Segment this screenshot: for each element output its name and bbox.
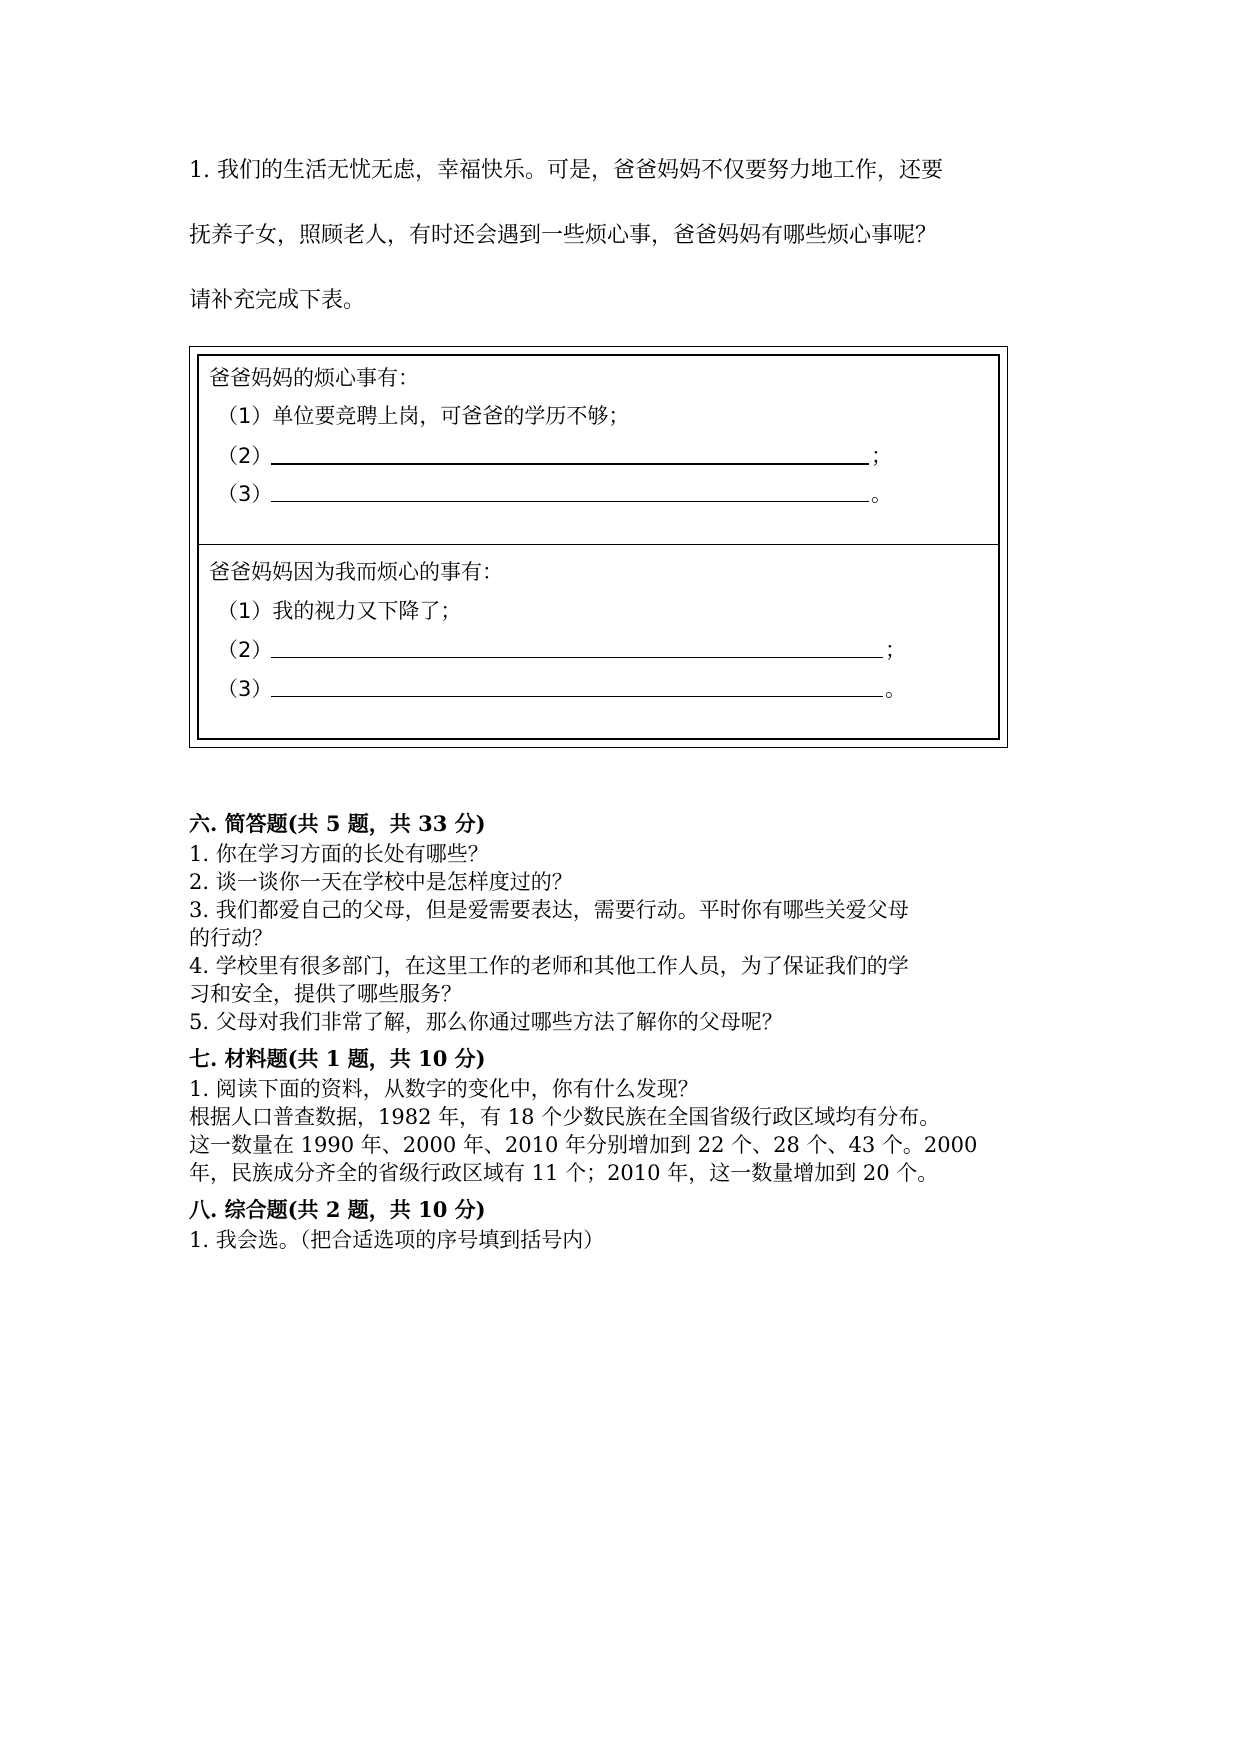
- worries-item-1: （1）单位要竞聘上岗，可爸爸的学历不够；: [217, 404, 630, 428]
- worries-heading: 爸爸妈妈的烦心事有：: [209, 366, 419, 390]
- section-6-q5: 5. 父母对我们非常了解，那么你通过哪些方法了解你的父母呢？: [189, 1010, 783, 1034]
- section-6-q1: 1. 你在学习方面的长处有哪些？: [189, 842, 489, 866]
- worries-item-3-end: 。: [871, 482, 892, 506]
- section-6-title: 六. 简答题(共 5 题，共 33 分): [189, 811, 486, 836]
- worries-about-me-item-2-blank[interactable]: [271, 657, 883, 658]
- section-6-q4-line1: 4. 学校里有很多部门，在这里工作的老师和其他工作人员，为了保证我们的学: [189, 954, 909, 978]
- section-6-q4-line2: 习和安全，提供了哪些服务？: [189, 982, 462, 1006]
- worries-item-2-end: ；: [871, 444, 892, 468]
- worries-item-2-label: （2）: [217, 444, 273, 468]
- worries-item-2-blank[interactable]: [271, 463, 869, 465]
- material-line-1: 根据人口普查数据，1982 年，有 18 个少数民族在全国省级行政区域均有分布。: [189, 1105, 941, 1129]
- worries-about-me-item-1: （1）我的视力又下降了；: [217, 599, 462, 623]
- section-6-q3-line2: 的行动？: [189, 926, 273, 950]
- material-line-3: 年，民族成分齐全的省级行政区域有 11 个；2010 年，这一数量增加到 20 个。: [189, 1161, 939, 1185]
- intro-line-2: 抚养子女，照顾老人，有时还会遇到一些烦心事，爸爸妈妈有哪些烦心事呢？: [189, 223, 938, 248]
- material-line-2: 这一数量在 1990 年、2000 年、2010 年分别增加到 22 个、28 个、43 个。2000: [189, 1133, 978, 1157]
- worries-about-me-item-3-label: （3）: [217, 677, 273, 701]
- section-8-q1: 1. 我会选。（把合适选项的序号填到括号内）: [189, 1228, 605, 1252]
- worries-about-me-item-3-blank[interactable]: [271, 696, 883, 697]
- worries-item-3-blank[interactable]: [271, 501, 869, 502]
- section-7-q1: 1. 阅读下面的资料，从数字的变化中，你有什么发现？: [189, 1077, 699, 1101]
- section-8-title: 八. 综合题(共 2 题，共 10 分): [189, 1197, 486, 1222]
- worries-about-me-heading: 爸爸妈妈因为我而烦心的事有：: [209, 560, 503, 584]
- section-6-q2: 2. 谈一谈你一天在学校中是怎样度过的？: [189, 870, 573, 894]
- intro-line-1: 1. 我们的生活无忧无虑，幸福快乐。可是，爸爸妈妈不仅要努力地工作，还要: [189, 158, 943, 183]
- table-divider: [199, 544, 998, 545]
- worries-about-me-item-3-end: 。: [885, 677, 906, 701]
- section-7-title: 七. 材料题(共 1 题，共 10 分): [189, 1046, 486, 1071]
- worries-about-me-item-2-label: （2）: [217, 638, 273, 662]
- fill-in-table-inner: [197, 354, 1000, 740]
- intro-line-3: 请补充完成下表。: [189, 288, 366, 313]
- worries-item-3-label: （3）: [217, 482, 273, 506]
- fill-in-table: [189, 346, 1008, 748]
- section-6-q3-line1: 3. 我们都爱自己的父母，但是爱需要表达，需要行动。平时你有哪些关爱父母: [189, 898, 909, 922]
- worries-about-me-item-2-end: ；: [885, 638, 906, 662]
